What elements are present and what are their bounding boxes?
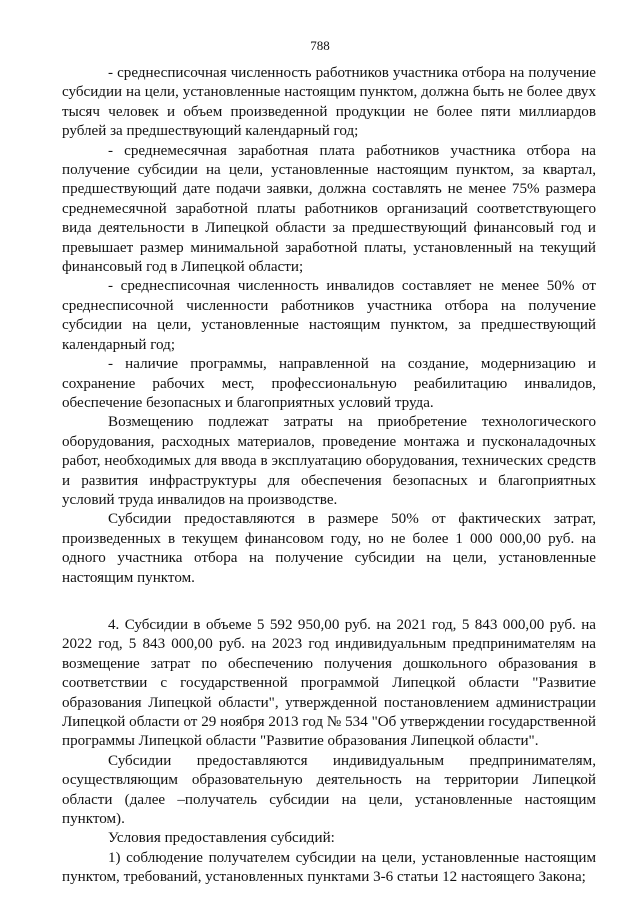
- paragraph-recipients: Субсидии предоставляются индивидуальным предпринимателям, осуществляющим образовательную деятельность на территории Липецкой области (далее –получатель субсидии на цели, установленные настоящим пунктом).: [62, 752, 596, 828]
- section-gap: [62, 588, 596, 616]
- page-number: 788: [310, 38, 330, 53]
- document-body: [62, 64, 596, 888]
- paragraph-conditions-heading: Условия предоставления субсидий:: [108, 830, 335, 847]
- paragraph-disabled-employees: - среднесписочная численность инвалидов составляет не менее 50% от среднесписочной численности работников участника отбора на получение субсидии на цели, установленные настоящим пунктом, за предшествующий календарный год;: [62, 278, 596, 353]
- paragraph-employee-count: - среднесписочная численность работников участника отбора на получение субсидии на цели, установленные настоящим пунктом, должна быть не более двух тысяч человек и объем произведенной продукции не более пяти миллиардов рублей за предшествующий календарный год;: [62, 65, 596, 140]
- paragraph-item-4: 4. Субсидии в объеме 5 592 950,00 руб. на 2021 год, 5 843 000,00 руб. на 2022 год, 5 843 000,00 руб. на 2023 год индивидуальным предпринимателям на возмещение затрат по обеспечению получения дошкольного образования в соответствии с государственной программой Липецкой области "Развитие образования Липецкой области", утвержденной постановлением администрации Липецкой области от 29 ноября 2013 год № 534 "Об утверждении государственной программы Липецкой области "Развитие образования Липецкой области".: [62, 616, 596, 750]
- paragraph-average-salary: - среднемесячная заработная плата работников участника отбора на получение субсидии на цели, установленные настоящим пунктом, за квартал, предшествующий дате подачи заявки, должна составлять не менее 75% размера среднемесячной заработной платы работников организаций соответствующего вида деятельности в Липецкой области за предшествующий финансовый год и превышает размер минимальной заработной платы, установленный на текущий финансовый год в Липецкой области;: [62, 142, 596, 276]
- paragraph-workplace-program: - наличие программы, направленной на создание, модернизацию и сохранение рабочих мест, профессиональную реабилитацию инвалидов, обеспечение безопасных и благоприятных условий труда.: [62, 356, 596, 411]
- paragraph-reimbursable-costs: Возмещению подлежат затраты на приобретение технологического оборудования, расходных материалов, проведение монтажа и пусконаладочных работ, необходимых для ввода в эксплуатацию оборудования, технических средств и развития инфраструктуры для обеспечения безопасных и благоприятных условий труда инвалидов на производстве.: [62, 414, 596, 508]
- paragraph-subsidy-amount: Субсидии предоставляются в размере 50% от фактических затрат, произведенных в текущем финансовом году, но не более 1 000 000,00 руб. на одного участника отбора на получение субсидии на цели, установленные настоящим пунктом.: [62, 511, 596, 586]
- paragraph-condition-1: 1) соблюдение получателем субсидии на цели, установленные настоящим пунктом, требований, установленных пунктами 3-6 статьи 12 настоящего Закона;: [62, 849, 596, 886]
